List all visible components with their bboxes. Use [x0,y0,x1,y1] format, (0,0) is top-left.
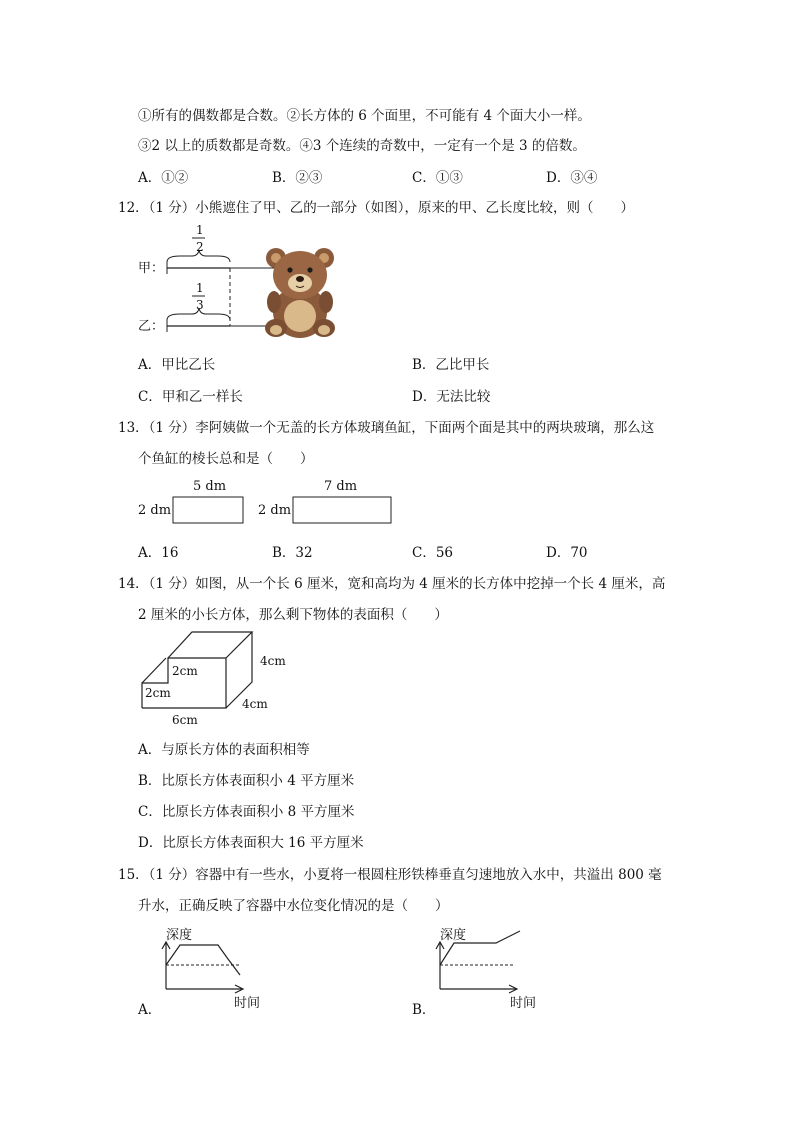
q15-graph-a [160,925,280,1015]
q11-statement-line-2: ③2 以上的质数都是奇数。④3 个连续的奇数中，一定有一个是 3 的倍数。 [138,138,586,154]
q13-rect1-top-label: 5 dm [193,479,227,494]
q13-rect2-side-label: 2 dm [258,503,292,518]
q12-frac-top-den: 2 [196,240,204,254]
q14-stem-line-2: 2 厘米的小长方体，那么剩下物体的表面积（ ） [138,607,448,623]
q12-bear-figure [130,220,370,350]
q12-option-a[interactable]: A．甲比乙长 [138,357,216,373]
q13-option-b[interactable]: B．32 [272,545,313,561]
q11-option-b[interactable]: B．②③ [272,170,323,186]
q13-rect1-side-label: 2 dm [138,503,172,518]
q13-option-a[interactable]: A．16 [138,545,179,561]
q11-option-c[interactable]: C．①③ [412,170,463,186]
q12-frac-top-num: 1 [196,223,204,237]
q12-label-yi: 乙： [138,319,165,334]
q12-option-c[interactable]: C．甲和乙一样长 [138,389,243,405]
q14-option-d[interactable]: D．比原长方体表面积大 16 平方厘米 [138,835,364,851]
q15-graph-a-xlabel: 时间 [234,996,261,1011]
q15-graph-b [434,925,554,1015]
q15-stem-line-1: 15．（1 分）容器中有一些水，小夏将一根圆柱形铁棒垂直匀速地放入水中，共溢出 800 毫 [118,867,662,883]
q13-glass-panels-figure [136,476,406,526]
q14-option-b[interactable]: B．比原长方体表面积小 4 平方厘米 [138,773,355,789]
q14-label-length: 6cm [172,713,198,727]
q12-stem: 12．（1 分）小熊遮住了甲、乙的一部分（如图），原来的甲、乙长度比较，则（ ） [118,200,635,216]
q14-option-a[interactable]: A．与原长方体的表面积相等 [138,742,310,758]
q11-option-a[interactable]: A．①② [138,170,189,186]
q13-stem-line-2: 个鱼缸的棱长总和是（ ） [138,451,314,467]
q12-frac-bottom-den: 3 [196,298,204,312]
q13-stem-line-1: 13．（1 分）李阿姨做一个无盖的长方体玻璃鱼缸，下面两个面是其中的两块玻璃，那么这 [118,420,655,436]
q12-option-b[interactable]: B．乙比甲长 [412,357,490,373]
q12-option-d[interactable]: D．无法比较 [412,389,491,405]
q14-label-step-side: 2cm [145,686,171,700]
q15-option-a[interactable]: A． [138,1002,162,1018]
q14-label-depth: 4cm [242,697,268,711]
q15-graph-a-ylabel: 深度 [166,928,193,943]
q13-rect2-top-label: 7 dm [324,479,358,494]
q15-option-b[interactable]: B． [412,1002,436,1018]
q14-label-height: 4cm [260,654,286,668]
q14-cuboid-figure [138,628,308,728]
q14-stem-line-1: 14．（1 分）如图，从一个长 6 厘米，宽和高均为 4 厘米的长方体中挖掉一个长 4 厘米，高 [118,576,666,592]
q15-graph-b-xlabel: 时间 [510,996,537,1011]
teddy-bear-icon [265,248,335,338]
q11-option-d[interactable]: D．③④ [546,170,598,186]
q15-stem-line-2: 升水，正确反映了容器中水位变化情况的是（ ） [138,898,449,914]
q15-graph-b-ylabel: 深度 [440,928,467,943]
q12-label-jia: 甲： [138,261,165,276]
q13-option-c[interactable]: C．56 [412,545,454,561]
q13-option-d[interactable]: D．70 [546,545,588,561]
q14-option-c[interactable]: C．比原长方体表面积小 8 平方厘米 [138,804,355,820]
q12-frac-bottom-num: 1 [196,281,204,295]
q14-label-step-top: 2cm [172,664,198,678]
q11-statement-line-1: ①所有的偶数都是合数。②长方体的 6 个面里，不可能有 4 个面大小一样。 [138,108,591,124]
